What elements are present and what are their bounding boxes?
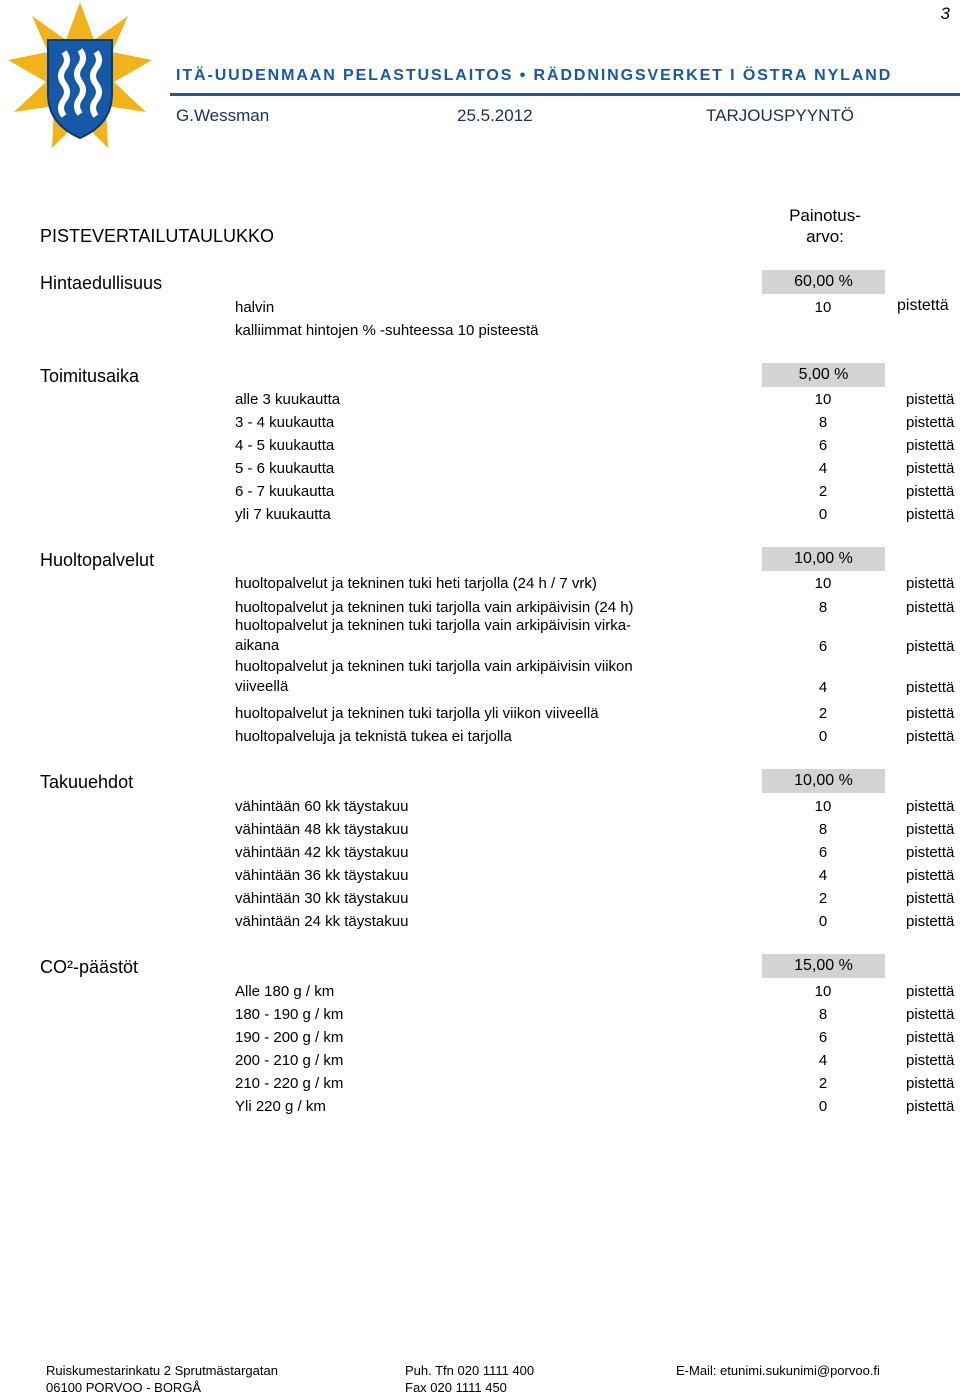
criterion-unit: pistettä: [906, 638, 955, 655]
criterion-label: huoltopalvelut ja tekninen tuki tarjolla vain arkipäivisin (24 h): [235, 599, 634, 616]
criterion-label: Yli 220 g / km: [235, 1098, 326, 1115]
page-number: 3: [940, 4, 950, 23]
criterion-label: kalliimmat hintojen % -suhteessa 10 pisteestä: [235, 322, 539, 339]
criterion-unit: pistettä: [906, 437, 955, 454]
criterion-points: 4: [818, 460, 828, 477]
organization-name: ITÄ-UUDENMAAN PELASTUSLAITOS • RÄDDNINGSVERKET I ÖSTRA NYLAND: [176, 67, 893, 84]
criterion-label: huoltopalveluja ja teknistä tukea ei tarjolla: [235, 728, 512, 745]
weight-label-line: Painotus-: [789, 206, 861, 225]
criterion-points: 6: [818, 844, 828, 861]
criterion-label: Alle 180 g / km: [235, 983, 335, 1000]
footer-address-line2: 06100 PORVOO - BORGÅ: [46, 1380, 202, 1395]
criterion-label: 190 - 200 g / km: [235, 1029, 344, 1046]
criterion-label: 3 - 4 kuukautta: [235, 414, 335, 431]
section-weight: 10,00 %: [762, 547, 885, 571]
footer-phone: Puh. Tfn 020 1111 400: [405, 1363, 535, 1378]
criterion-label: vähintään 36 kk täystakuu: [235, 867, 409, 884]
criterion-unit: pistettä: [906, 890, 955, 907]
criterion-label-line: viiveellä: [235, 678, 289, 695]
criterion-points: 10: [814, 798, 832, 815]
criterion-points: 6: [818, 1029, 828, 1046]
criterion-points: 4: [818, 867, 828, 884]
header-date: 25.5.2012: [457, 106, 533, 125]
criterion-unit: pistettä: [906, 483, 955, 500]
criterion-unit: pistettä: [897, 297, 949, 314]
criterion-points: 10: [814, 575, 832, 592]
criterion-unit: pistettä: [906, 460, 955, 477]
criterion-unit: pistettä: [906, 844, 955, 861]
document-title: PISTEVERTAILUTAULUKKO: [40, 226, 275, 246]
criterion-label: alle 3 kuukautta: [235, 391, 341, 408]
criterion-points: 10: [814, 299, 832, 316]
header-rule: [170, 93, 960, 96]
organization-logo: [6, 2, 154, 158]
criterion-points: 0: [818, 728, 828, 745]
header-doc-type: TARJOUSPYYNTÖ: [706, 106, 854, 125]
criterion-label: vähintään 24 kk täystakuu: [235, 913, 409, 930]
criterion-unit: pistettä: [906, 983, 955, 1000]
criterion-label: 200 - 210 g / km: [235, 1052, 344, 1069]
criterion-points: 2: [818, 890, 828, 907]
section-title: Toimitusaika: [40, 366, 140, 386]
criterion-unit: pistettä: [906, 821, 955, 838]
section-weight: 10,00 %: [762, 769, 885, 793]
criterion-label: 6 - 7 kuukautta: [235, 483, 335, 500]
criterion-unit: pistettä: [906, 798, 955, 815]
criterion-unit: pistettä: [906, 1098, 955, 1115]
criterion-points: 2: [818, 1075, 828, 1092]
section-title: Hintaedullisuus: [40, 273, 163, 293]
header-author: G.Wessman: [176, 106, 270, 125]
criterion-label: 5 - 6 kuukautta: [235, 460, 335, 477]
criterion-label: halvin: [235, 299, 275, 316]
criterion-label-line: huoltopalvelut ja tekninen tuki tarjolla vain arkipäivisin virka-: [235, 617, 632, 634]
criterion-label-line: aikana: [235, 637, 280, 654]
criterion-label: 4 - 5 kuukautta: [235, 437, 335, 454]
criterion-points: 4: [818, 679, 828, 696]
criterion-unit: pistettä: [906, 391, 955, 408]
weight-label-line: arvo:: [806, 227, 844, 246]
criterion-unit: pistettä: [906, 705, 955, 722]
criterion-points: 4: [818, 1052, 828, 1069]
footer-email: E-Mail: etunimi.sukunimi@porvoo.fi: [676, 1363, 880, 1378]
criterion-unit: pistettä: [906, 1029, 955, 1046]
criterion-label: vähintään 42 kk täystakuu: [235, 844, 409, 861]
criterion-points: 8: [818, 414, 828, 431]
footer-fax: Fax 020 1111 450: [405, 1380, 507, 1395]
criterion-points: 8: [818, 821, 828, 838]
criterion-points: 2: [818, 705, 828, 722]
criterion-unit: pistettä: [906, 599, 955, 616]
criterion-points: 0: [818, 913, 828, 930]
weight-column-label: [770, 205, 880, 247]
section-weight: 15,00 %: [762, 954, 885, 978]
criterion-unit: pistettä: [906, 1075, 955, 1092]
criterion-unit: pistettä: [906, 506, 955, 523]
criterion-points: 10: [814, 983, 832, 1000]
criterion-points: 8: [818, 599, 828, 616]
criterion-points: 6: [818, 638, 828, 655]
footer-address-line1: Ruiskumestarinkatu 2 Sprutmästargatan: [46, 1363, 278, 1378]
criterion-unit: pistettä: [906, 575, 955, 592]
criterion-unit: pistettä: [906, 728, 955, 745]
criterion-unit: pistettä: [906, 1052, 955, 1069]
section-weight: 5,00 %: [762, 363, 885, 387]
criterion-unit: pistettä: [906, 414, 955, 431]
criterion-points: 0: [818, 506, 828, 523]
criterion-points: 6: [818, 437, 828, 454]
section-title: CO²-päästöt: [40, 957, 139, 977]
criterion-points: 10: [814, 391, 832, 408]
section-title: Huoltopalvelut: [40, 550, 155, 570]
criterion-label: [235, 616, 735, 656]
criterion-unit: pistettä: [906, 1006, 955, 1023]
criterion-label: 210 - 220 g / km: [235, 1075, 344, 1092]
criterion-points: 8: [818, 1006, 828, 1023]
criterion-unit: pistettä: [906, 913, 955, 930]
section-weight: 60,00 %: [762, 270, 885, 294]
criterion-label-line: huoltopalvelut ja tekninen tuki tarjolla vain arkipäivisin viikon: [235, 658, 633, 675]
criterion-label: 180 - 190 g / km: [235, 1006, 344, 1023]
criterion-unit: pistettä: [906, 867, 955, 884]
criterion-label: huoltopalvelut ja tekninen tuki heti tarjolla (24 h / 7 vrk): [235, 575, 597, 592]
criterion-label: huoltopalvelut ja tekninen tuki tarjolla yli viikon viiveellä: [235, 705, 599, 722]
section-title: Takuuehdot: [40, 772, 134, 792]
criterion-label: vähintään 48 kk täystakuu: [235, 821, 409, 838]
criterion-points: 0: [818, 1098, 828, 1115]
criterion-label: vähintään 30 kk täystakuu: [235, 890, 409, 907]
criterion-label: vähintään 60 kk täystakuu: [235, 798, 409, 815]
criterion-points: 2: [818, 483, 828, 500]
criterion-label: yli 7 kuukautta: [235, 506, 331, 523]
criterion-label: [235, 657, 735, 697]
criterion-unit: pistettä: [906, 679, 955, 696]
